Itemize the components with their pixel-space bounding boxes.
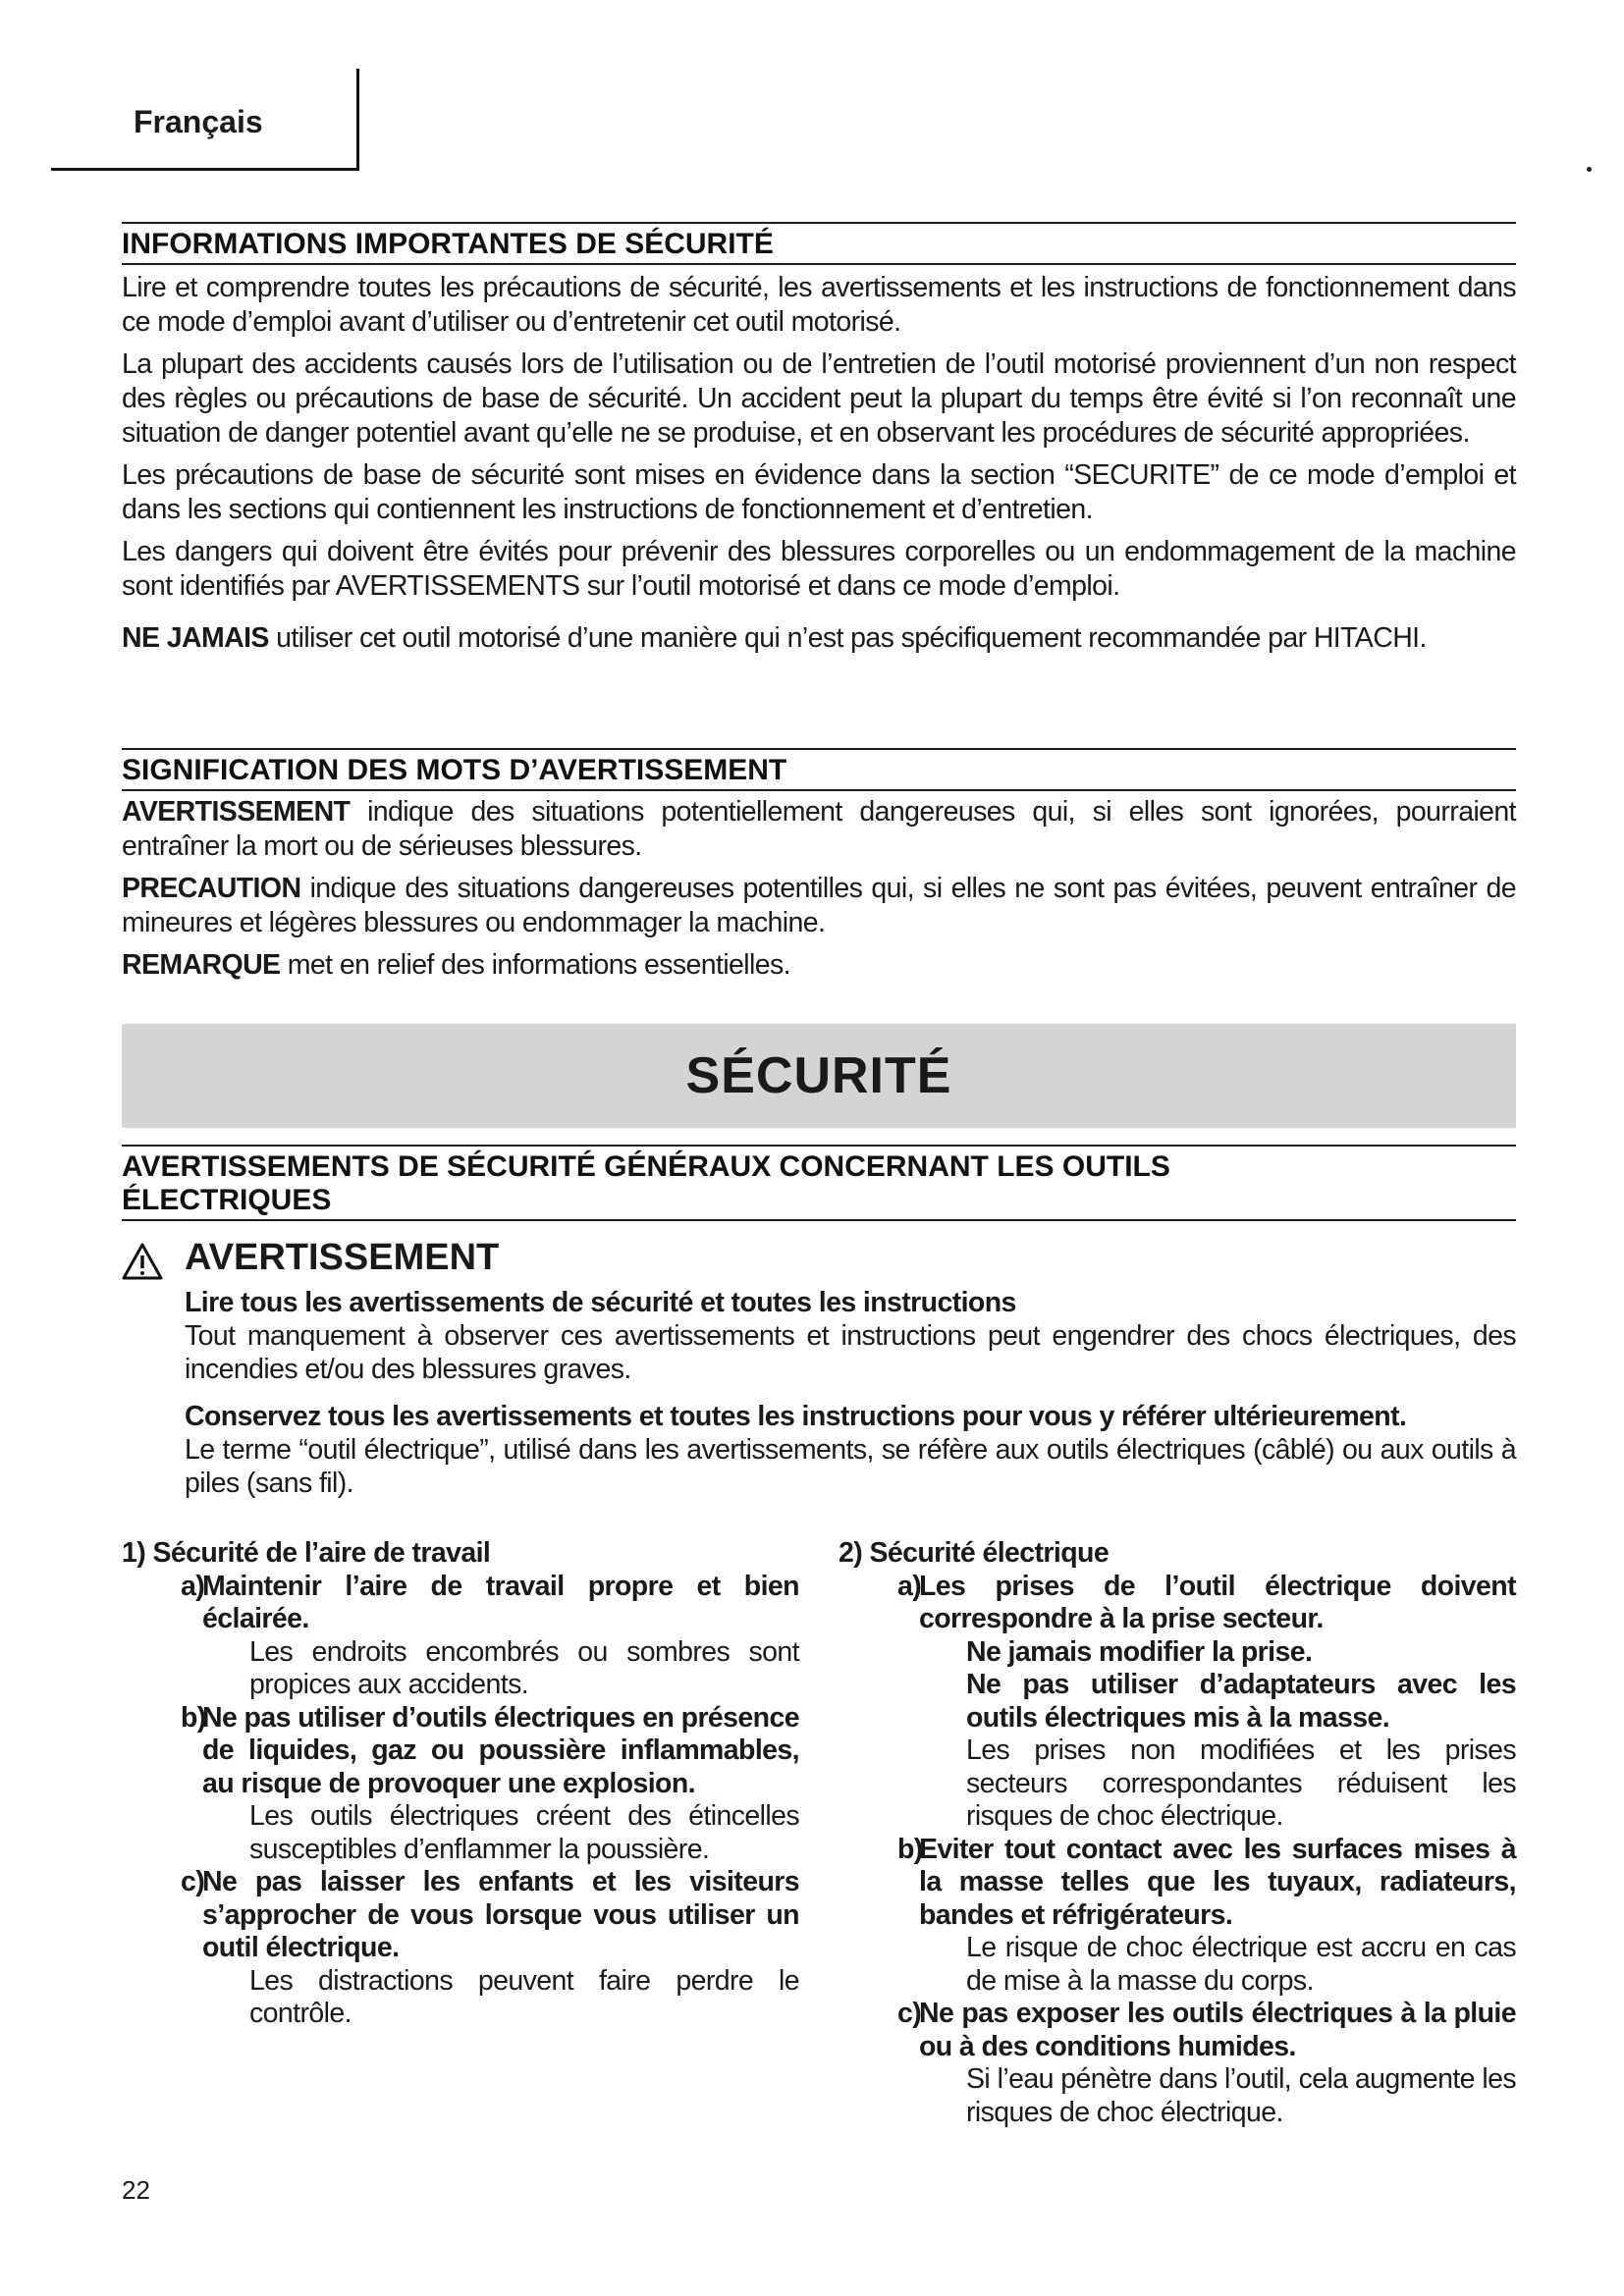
work-area-heading: 1) Sécurité de l’aire de travail [122,1537,491,1569]
note-keyword: REMARQUE [122,949,281,981]
caution-keyword: PRECAUTION [122,873,301,904]
language-tab [51,69,359,171]
electrical-item-c [839,1998,1516,2129]
electrical-item-a [839,1571,1516,1834]
item-a-label: a) [181,1570,205,1602]
item-a-title: Maintenir l’aire de travail propre et bien éclairée. [202,1570,799,1634]
warning-header [122,1237,1516,1282]
item-b-title: Ne pas utiliser d’outils électriques en présence de liquides, gaz ou poussière inflammables, au risque de provoquer une explosion. [202,1701,799,1799]
item-c-text: Les distractions peuvent faire perdre le contrôle. [249,1964,799,2029]
definition-warning-text: indique des situations potentiellement dangereuses qui, si elles sont ignorées, pourraient entraîner la mort ou de sérieuses blessures. [122,796,1516,862]
item-a-text: Les endroits encombrés ou sombres sont propices aux accidents. [249,1635,799,1700]
section-title-warning-words: SIGNIFICATION DES MOTS D’AVERTISSEMENT [122,748,1516,791]
work-area-item-b [122,1702,799,1867]
definition-caution-text: indique des situations dangereuses potentilles qui, si elles ne sont pas évitées, peuvent entraîner de mineures et légères blessures ou endommager la machine. [122,873,1516,938]
work-area-item-c [122,1866,799,2031]
section-title-general-warnings [122,1145,1516,1221]
definition-warning [122,795,1516,864]
elec-item-c-label: c) [897,1998,922,2029]
section1-paragraph-5-text: utiliser cet outil motorisé d’une manière qui n’est pas spécifiquement recommandée par HITACHI. [268,622,1427,654]
decorative-dot [1587,167,1592,172]
item-b-text: Les outils électriques créent des étincelles susceptibles d’enflammer la poussière. [249,1800,799,1865]
section3-title-line2: ÉLECTRIQUES [122,1184,332,1216]
item-c-title: Ne pas laisser les enfants et les visiteurs s’approcher de vous lorsque vous utiliser un outil électrique. [202,1866,799,1963]
section1-paragraph-4: Les dangers qui doivent être évités pour prévenir des blessures corporelles ou un endommagement de la machine sont identifiés par AVERTISSEMENTS sur l’outil motorisé et dans ce mode d’emploi. [122,536,1516,602]
warning-keyword: AVERTISSEMENT [122,796,351,828]
section-title-important-info: INFORMATIONS IMPORTANTES DE SÉCURITÉ [122,222,1516,265]
elec-item-c-text: Si l’eau pénètre dans l’outil, cela augmente les risques de choc électrique. [966,2063,1516,2128]
elec-item-b-label: b) [897,1833,923,1865]
page-number: 22 [122,2175,150,2205]
item-c-label: c) [181,1866,205,1897]
section1-paragraph-3: Les précautions de base de sécurité sont mises en évidence dans la section “SECURITE” de ce mode d’emploi et dans les sections qui contiennent les instructions de fonctionnement et d’entretien. [122,459,1516,525]
definition-note [122,948,1516,983]
warning-keep-instructions-text: Le terme “outil électrique”, utilisé dans les avertissements, se réfère aux outils électriques (câblé) ou aux outils à piles (sans fil). [185,1434,1516,1499]
warning-triangle-icon [122,1243,163,1280]
item-b-label: b) [181,1701,206,1734]
section1-paragraph-1: Lire et comprendre toutes les précautions de sécurité, les avertissements et les instructions de fonctionnement dans ce mode d’emploi avant d’utiliser ou d’entretenir cet outil motorisé. [122,272,1516,338]
elec-item-b-text: Le risque de choc électrique est accru en cas de mise à la masse du corps. [966,1932,1516,1997]
section1-paragraph-5 [122,621,1516,656]
section1-paragraph-2: La plupart des accidents causés lors de l’utilisation ou de l’entretien de l’outil motorisé proviennent d’un non respect des règles ou précautions de base de sécurité. Un accident peut la plupart du temps être évité si l’on reconnaît une situation de danger potentiel avant qu’elle ne se produise, et en observant les procédures de sécurité appropriées. [122,348,1516,449]
elec-item-a-title2: Ne jamais modifier la prise. [966,1635,1313,1668]
elec-item-a-title: Les prises de l’outil électrique doivent correspondre à la prise secteur. [919,1570,1516,1634]
warning-read-all: Lire tous les avertissements de sécurité et toutes les instructions [185,1287,1016,1318]
warning-body [185,1286,1516,1500]
electrical-item-b [839,1834,1516,1999]
elec-item-a-title3: Ne pas utiliser d’adaptateurs avec les outils électriques mis à la masse. [966,1669,1516,1734]
safety-banner-title: SÉCURITÉ [685,1047,952,1104]
elec-item-c-title: Ne pas exposer les outils électriques à la pluie ou à des conditions humides. [919,1998,1516,2062]
definition-caution [122,872,1516,940]
definition-note-text: met en relief des informations essentielles. [280,949,790,981]
warning-keep-instructions: Conservez tous les avertissements et toutes les instructions pour vous y référer ultérieurement. [185,1401,1407,1432]
electrical-heading: 2) Sécurité électrique [839,1537,1110,1569]
safety-banner [122,1024,1516,1128]
section3-title-line1: AVERTISSEMENTS DE SÉCURITÉ GÉNÉRAUX CONCERNANT LES OUTILS [122,1150,1170,1183]
warning-label: AVERTISSEMENT [185,1237,500,1278]
elec-item-a-label: a) [897,1570,922,1602]
work-area-safety-column [122,1537,799,2031]
never-keyword: NE JAMAIS [122,622,269,654]
warning-read-all-text: Tout manquement à observer ces avertissements et instructions peut engendrer des chocs électriques, des incendies et/ou des blessures graves. [185,1320,1516,1385]
section1-body [122,271,1516,664]
work-area-item-a [122,1571,799,1702]
section2-body [122,795,1516,990]
elec-item-a-text: Les prises non modifiées et les prises secteurs correspondantes réduisent les risques de choc électrique. [966,1735,1516,1832]
language-label: Français [134,104,263,139]
electrical-safety-column [839,1537,1516,2129]
elec-item-b-title: Eviter tout contact avec les surfaces mises à la masse telles que les tuyaux, radiateurs, bandes et réfrigérateurs. [919,1833,1516,1931]
